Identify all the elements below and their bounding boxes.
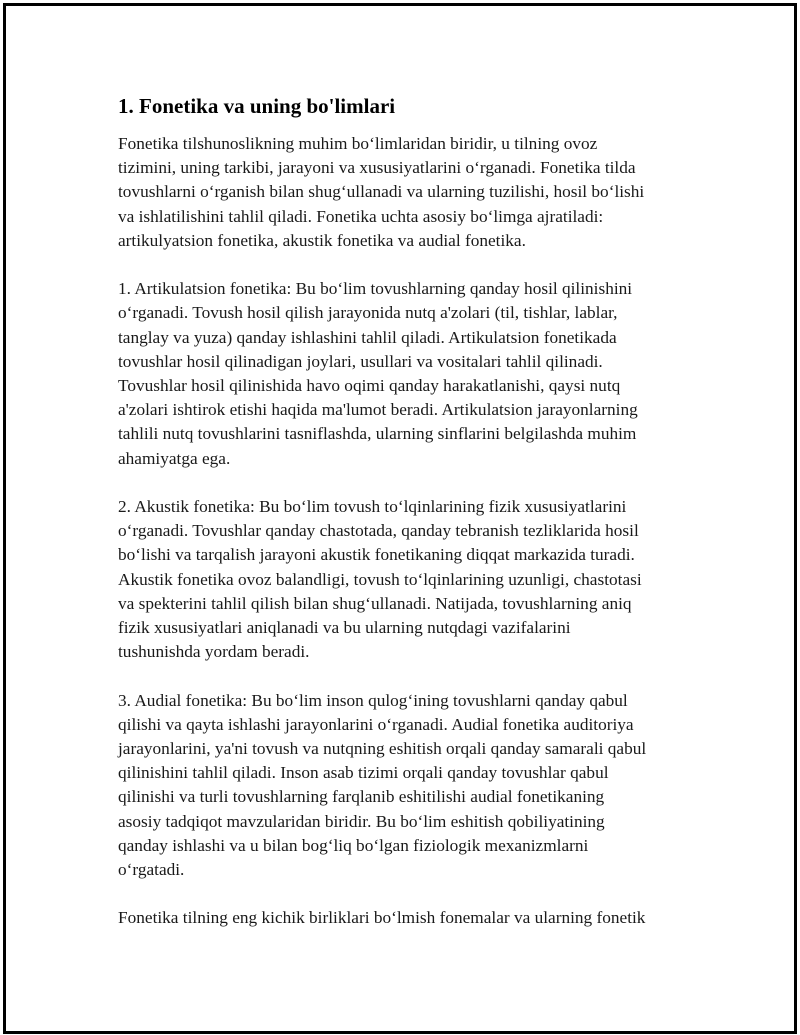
text-line: tushunishda yordam beradi. [118,642,310,662]
text-line: va ishlatilishini tahlil qiladi. Fonetika uchta asosiy bo‘limga ajratiladi: [118,206,604,226]
text-line: Tovushlar hosil qilinishida havo oqimi qanday harakatlanishi, qaysi nutq [118,376,621,396]
text-line: o‘rganadi. Tovush hosil qilish jarayonida nutq a'zolari (til, tishlar, lablar, [118,303,618,323]
text-line: tovushlar hosil qilinadigan joylari, usullari va vositalari tahlil qilinadi. [118,351,603,371]
paragraph-auditory [118,689,688,883]
text-line: jarayonlarini, ya'ni tovush va nutqning eshitish orqali qanday samarali qabul [118,739,647,759]
text-line: qilinishi va turli tovushlarning farqlanib eshitilishi audial fonetikaning [118,787,605,807]
text-line: o‘rgatadi. [118,860,185,880]
section-heading: 1. Fonetika va uning bo'limlari [118,94,396,118]
text-line: Fonetika tilshunoslikning muhim bo‘limlaridan biridir, u tilning ovoz [118,134,598,153]
text-line: tizimini, uning tarkibi, jarayoni va xususiyatlarini o‘rganadi. Fonetika tilda [118,158,636,178]
text-line: fizik xususiyatlari aniqlanadi va bu ularning nutqdagi vazifalarini [118,618,571,638]
text-line: o‘rganadi. Tovushlar qanday chastotada, qanday tebranish tezliklarida hosil [118,521,639,541]
text-line: Fonetika tilning eng kichik birliklari bo‘lmish fonemalar va ularning fonetik [118,908,646,928]
text-line: bo‘lishi va tarqalish jarayoni akustik fonetikaning diqqat markazida turadi. [118,545,635,565]
text-line: 1. Artikulatsion fonetika: Bu bo‘lim tovushlarning qanday hosil qilinishini [118,279,633,299]
text-line: 3. Audial fonetika: Bu bo‘lim inson qulog‘ining tovushlarni qanday qabul [118,690,628,710]
text-line: 2. Akustik fonetika: Bu bo‘lim tovush to‘lqinlarining fizik xususiyatlarini [118,497,627,517]
paragraph-closing [118,906,688,930]
text-line: asosiy tadqiqot mavzularidan biridir. Bu bo‘lim eshitish qobiliyatining [118,811,605,831]
text-line: qilinishini tahlil qiladi. Inson asab tizimi orqali qanday tovushlar qabul [118,763,609,783]
text-line: tahlili nutq tovushlarini tasniflashda, ularning sinflarini belgilashda muhim [118,424,637,444]
text-line: tanglay va yuza) qanday ishlashini tahlil qiladi. Artikulatsion fonetikada [118,327,617,347]
text-line: va spekterini tahlil qilish bilan shug‘ullanadi. Natijada, tovushlarning aniq [118,593,632,613]
text-line: a'zolari ishtirok etishi haqida ma'lumot beradi. Artikulatsion jarayonlarning [118,400,638,420]
paragraph-articulatory [118,277,688,471]
text-line: qilishi va qayta ishlashi jarayonlarini o‘rganadi. Audial fonetika auditoriya [118,714,634,734]
paragraph-acoustic [118,495,688,664]
paragraph-intro [118,132,688,253]
text-line: artikulyatsion fonetika, akustik fonetika va audial fonetika. [118,230,526,250]
document-body [118,92,688,955]
text-line: tovushlarni o‘rganish bilan shug‘ullanadi va ularning tuzilishi, hosil bo‘lishi [118,182,645,202]
text-line: Akustik fonetika ovoz balandligi, tovush to‘lqinlarining uzunligi, chastotasi [118,569,642,589]
text-line: qanday ishlashi va u bilan bog‘liq bo‘lgan fiziologik mexanizmlarni [118,835,589,855]
text-line: ahamiyatga ega. [118,448,231,468]
